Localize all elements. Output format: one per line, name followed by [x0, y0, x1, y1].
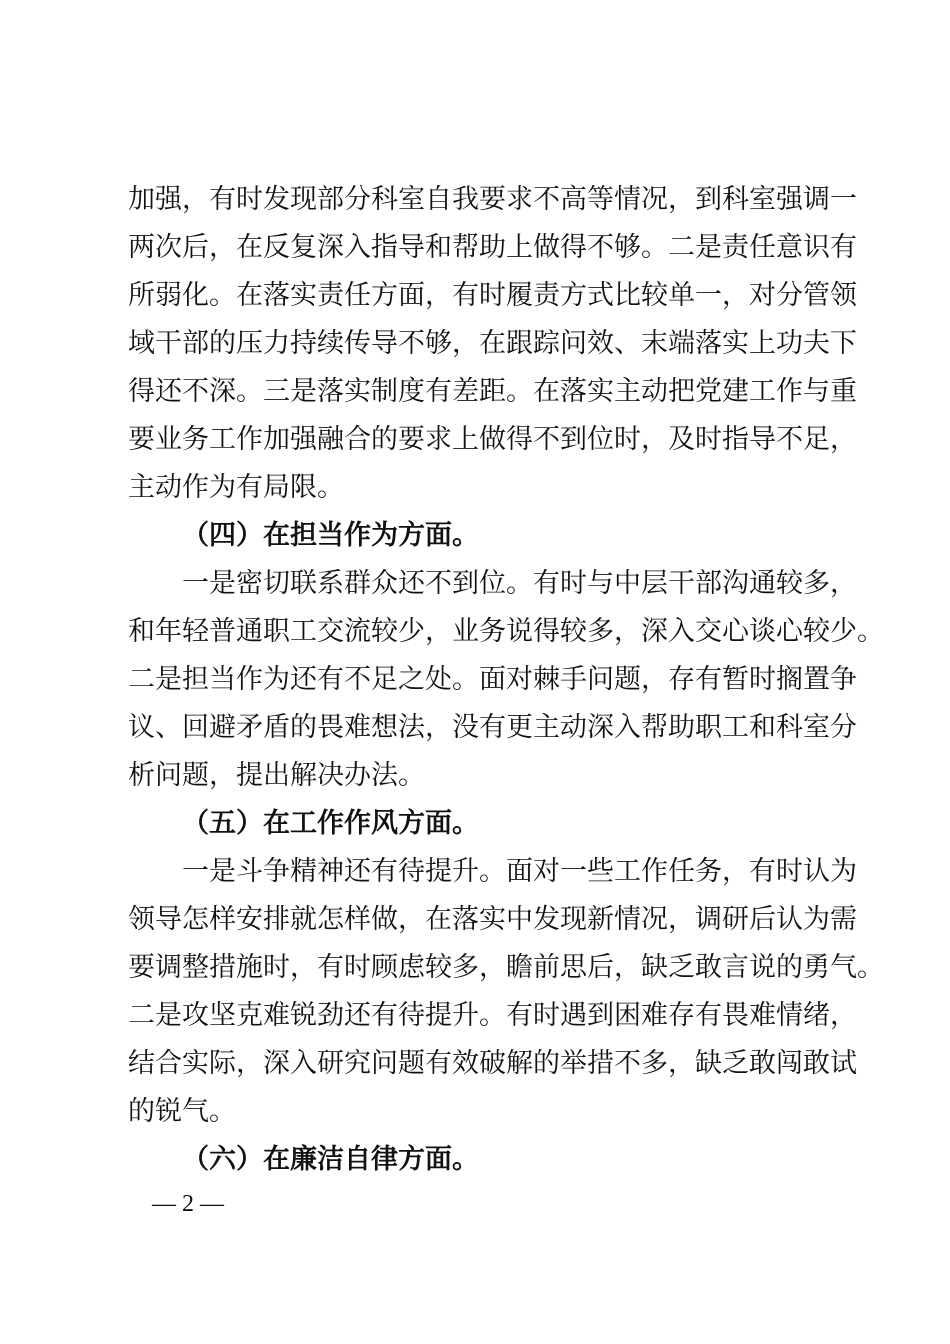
paragraph-line: 领导怎样安排就怎样做，在落实中发现新情况，调研后认为需: [128, 904, 857, 935]
paragraph-line: 主动作为有局限。: [128, 472, 344, 503]
paragraph-line: 一是密切联系群众还不到位。有时与中层干部沟通较多，: [182, 568, 857, 599]
paragraph-line: 和年轻普通职工交流较少，业务说得较多，深入交心谈心较少。: [128, 616, 884, 647]
paragraph-line: 议、回避矛盾的畏难想法，没有更主动深入帮助职工和科室分: [128, 712, 857, 743]
paragraph-line: 的锐气。: [128, 1096, 236, 1127]
paragraph-line: 析问题，提出解决办法。: [128, 760, 425, 791]
document-body: [128, 176, 884, 1184]
paragraph-line: 一是斗争精神还有待提升。面对一些工作任务，有时认为: [182, 856, 857, 887]
paragraph-line: 结合实际，深入研究问题有效破解的举措不多，缺乏敢闯敢试: [128, 1048, 857, 1079]
section-heading-5: （五）在工作作风方面。: [182, 808, 479, 839]
paragraph-line: 要业务工作加强融合的要求上做得不到位时，及时指导不足，: [128, 424, 857, 455]
paragraph-line: 得还不深。三是落实制度有差距。在落实主动把党建工作与重: [128, 376, 857, 407]
section-heading-6: （六）在廉洁自律方面。: [182, 1144, 479, 1175]
paragraph-line: 二是攻坚克难锐劲还有待提升。有时遇到困难存有畏难情绪，: [128, 1000, 857, 1031]
page-number: — 2 —: [152, 1191, 224, 1217]
paragraph-line: 两次后，在反复深入指导和帮助上做得不够。二是责任意识有: [128, 232, 857, 263]
paragraph-line: 二是担当作为还有不足之处。面对棘手问题，存有暂时搁置争: [128, 664, 857, 695]
paragraph-line: 所弱化。在落实责任方面，有时履责方式比较单一，对分管领: [128, 280, 857, 311]
paragraph-line: 域干部的压力持续传导不够，在跟踪问效、末端落实上功夫下: [128, 328, 857, 359]
paragraph-line: 加强，有时发现部分科室自我要求不高等情况，到科室强调一: [128, 184, 857, 215]
paragraph-line: 要调整措施时，有时顾虑较多，瞻前思后，缺乏敢言说的勇气。: [128, 952, 884, 983]
section-heading-4: （四）在担当作为方面。: [182, 520, 479, 551]
